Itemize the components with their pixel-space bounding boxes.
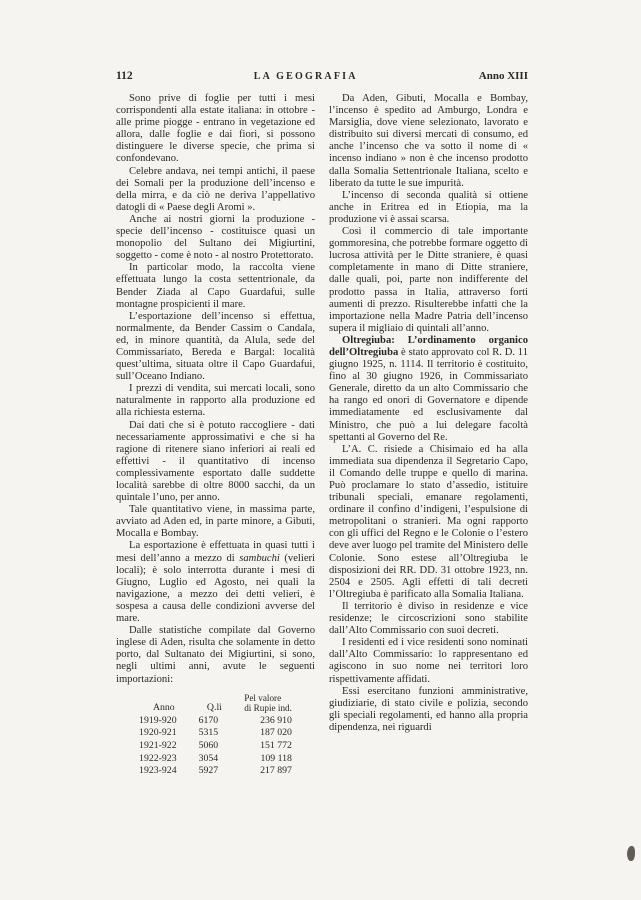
- column-header-value-line1: Pel valore: [244, 692, 282, 703]
- paragraph: Tale quantitativo viene, in massima parte, avviato ad Aden ed, in parte minore, a Gibuti, Mocalla e Bombay.: [116, 504, 315, 540]
- column-header-anno: Anno: [152, 702, 175, 714]
- import-statistics-table: [139, 693, 292, 778]
- paragraph: L’incenso di seconda qualità si ottiene anche in Eritrea ed in Etiopia, ma la produzione vi è assai scarsa.: [329, 189, 528, 225]
- table-row: [139, 765, 292, 778]
- paragraph-text: (velieri locali); è solo interrotta durante i mesi di Giugno, Luglio ed Agosto, nei quali la navigazione, a mezzo dei detti velieri, è sospesa a causa delle condizioni avverse del mare.: [116, 552, 315, 625]
- page-number: 112: [116, 70, 133, 82]
- page-content: [116, 70, 528, 778]
- scan-ink-mark: [627, 846, 635, 861]
- paragraph: In particolar modo, la raccolta viene effettuata lungo la costa settentrionale, da Bender Ziada al Capo Guardafui, sulle montagne prospicienti il mare.: [116, 262, 315, 310]
- paragraph: [116, 540, 315, 625]
- paragraph: Dalle statistiche compilate dal Governo inglese di Aden, risulta che solamente in detto porto, dal Sultanato dei Migiurtini, si sono, negli ultimi anni, avute le seguenti importazioni:: [116, 625, 315, 685]
- cell-qli: 5060: [198, 739, 219, 751]
- cell-valore: 187 020: [260, 727, 292, 739]
- paragraph: I residenti ed i vice residenti sono nominati dall’Alto Commissario: lo rappresentano ed agiscono in suo nome nei territori loro rispettivamente affidati.: [329, 637, 528, 685]
- cell-qli: 3054: [198, 752, 219, 764]
- paragraph: Così il commercio di tale importante gommoresina, che potrebbe formare oggetto di lucrosa attività per le Ditte straniere, è quasi completamente in mano di Ditte straniere, dalle quali, poi, parte non indifferente del prodotto passa in Italia, attraverso forti aumenti di prezzo. Risulterebbe infatti che la importazione nella Madre Patria dell’incenso supera il migliaio di quintali all’anno.: [329, 226, 528, 334]
- table-body: [139, 715, 292, 778]
- paragraph-text: è stato approvato col R. D. 11 giugno 1925, n. 1114. Il territorio è costituito, fino al 30 giugno 1926, in Commissariato Generale, diretto da un alto Commissario che ha rango ed onori di Governatore e dipende immediatamente ed esclusivamente dal Ministro, che può a lui delegare facoltà spettanti al Governo del Re.: [329, 346, 528, 443]
- paragraph: Celebre andava, nei tempi antichi, il paese dei Somali per la produzione dell’incenso e della mirra, e da ciò ne deriva l’appellativo datogli di « Paese degli Aromi ».: [116, 165, 315, 213]
- cell-anno: 1920-921: [139, 727, 177, 739]
- cell-anno: 1922-923: [139, 752, 177, 764]
- italic-term: sambuchi: [239, 552, 280, 564]
- cell-valore: 109 118: [260, 752, 292, 764]
- page-header: [116, 70, 528, 82]
- table-row: [139, 715, 292, 728]
- cell-valore: 236 910: [260, 714, 292, 726]
- cell-qli: 5315: [198, 727, 219, 739]
- paragraph: Essi esercitano funzioni amministrative, giudiziarie, di stato civile e polizia, secondo gli speciali regolamenti, ed hanno alla propria dipendenza, nei riguardi: [329, 685, 528, 733]
- table-row: [139, 753, 292, 766]
- section-heading: Oltregiuba: L’ordinamento organico dell’Oltregiuba: [329, 334, 528, 358]
- column-header-value-line2: di Rupie ind.: [244, 703, 292, 714]
- cell-qli: 6170: [198, 714, 219, 726]
- paragraph: Da Aden, Gibuti, Mocalla e Bombay, l’incenso è spedito ad Amburgo, Londra e Marsiglia, dove viene selezionato, lavorato e distribuito sui diversi mercati di consumo, ed anche l’incenso che va sotto il nome di « incenso indiano » non è che incenso prodotto dalla Somalia Settentrionale Italiana, scelto e liberato da tutte le sue impurità.: [329, 93, 528, 189]
- column-header-value: [244, 693, 292, 715]
- table-row: [139, 727, 292, 740]
- paragraph: I prezzi di vendita, sui mercati locali, sono naturalmente in rapporto alla produzione ed alla richiesta esterna.: [116, 383, 315, 419]
- issue-label: Anno XIII: [478, 70, 528, 82]
- table-row: [139, 740, 292, 753]
- section-heading-paragraph: [329, 335, 528, 444]
- table-head: [139, 693, 292, 715]
- cell-qli: 5927: [198, 765, 219, 777]
- paragraph: L’esportazione dell’incenso si effettua, normalmente, da Bender Cassim o Candala, ed, in minore quantità, da Alula, sede del Commissariato, Bereda e Bargal: località quest’ultima, situata oltre il Capo Guardafui, sull’Oceano Indiano.: [116, 310, 315, 383]
- table-header-row: [139, 693, 292, 715]
- paragraph-text: La esportazione è effettuata in quasi tutti i mesi dell’anno a mezzo di: [116, 540, 315, 564]
- cell-anno: 1923-924: [139, 765, 177, 777]
- paragraph: Il territorio è diviso in residenze e vice residenze; le circoscrizioni sono stabilite dall’Alto Commissario con suoi decreti.: [329, 600, 528, 637]
- paragraph: Anche ai nostri giorni la produzione - specie dell’incenso - costituisce quasi un monopolio del Sultano dei Migiurtini, soggetto - come è noto - al nostro Protettorato.: [116, 213, 315, 262]
- journal-title: LA GEOGRAFIA: [253, 71, 358, 82]
- paragraph: Dai dati che si è potuto raccogliere - dati necessariamente approssimativi e che si ha ragione di ritenere siano inferiori ai reali ed effettivi - il quantitativo di incenso complessivamente esportato dalle suddette località sarebbe di oltre 8000 sacchi, da un quintale l’uno, per anno.: [116, 419, 315, 504]
- cell-anno: 1919-920: [139, 714, 177, 726]
- column-header-qli: Q.li: [206, 702, 222, 714]
- two-column-layout: [116, 93, 528, 778]
- paragraph: Sono prive di foglie per tutti i mesi corrispondenti alla estate italiana: in ottobre - alle prime piogge - entrano in vegetazione ed allora, dalle foglie e dai fiori, si possono distinguere le diverse specie, che prima si confondevano.: [116, 93, 315, 165]
- cell-valore: 151 772: [260, 739, 292, 751]
- left-column: [116, 93, 315, 778]
- cell-anno: 1921-922: [139, 739, 177, 751]
- paragraph: L’A. C. risiede a Chisimaio ed ha alla immediata sua dipendenza il Segretario Capo, il Comando delle truppe e quello di marina. Può proclamare lo stato d’assedio, istituire tribunali speciali, emanare regolamenti, ordinare il confino d’indigeni, l’espulsione di metropolitani o stranieri. Ma ogni rapporto con gli uffici del Regno e le Colonie o l’estero deve aver luogo pel tramite del Ministero delle Colonie. Sono estese all’Oltregiuba le disposizioni dei RR. DD. 31 ottobre 1923, nn. 2504 e 2505. Agli effetti di tali decreti l’Oltregiuba è parificato alla Somalia Italiana.: [329, 443, 528, 600]
- right-column: [329, 93, 528, 778]
- cell-valore: 217 897: [260, 765, 292, 777]
